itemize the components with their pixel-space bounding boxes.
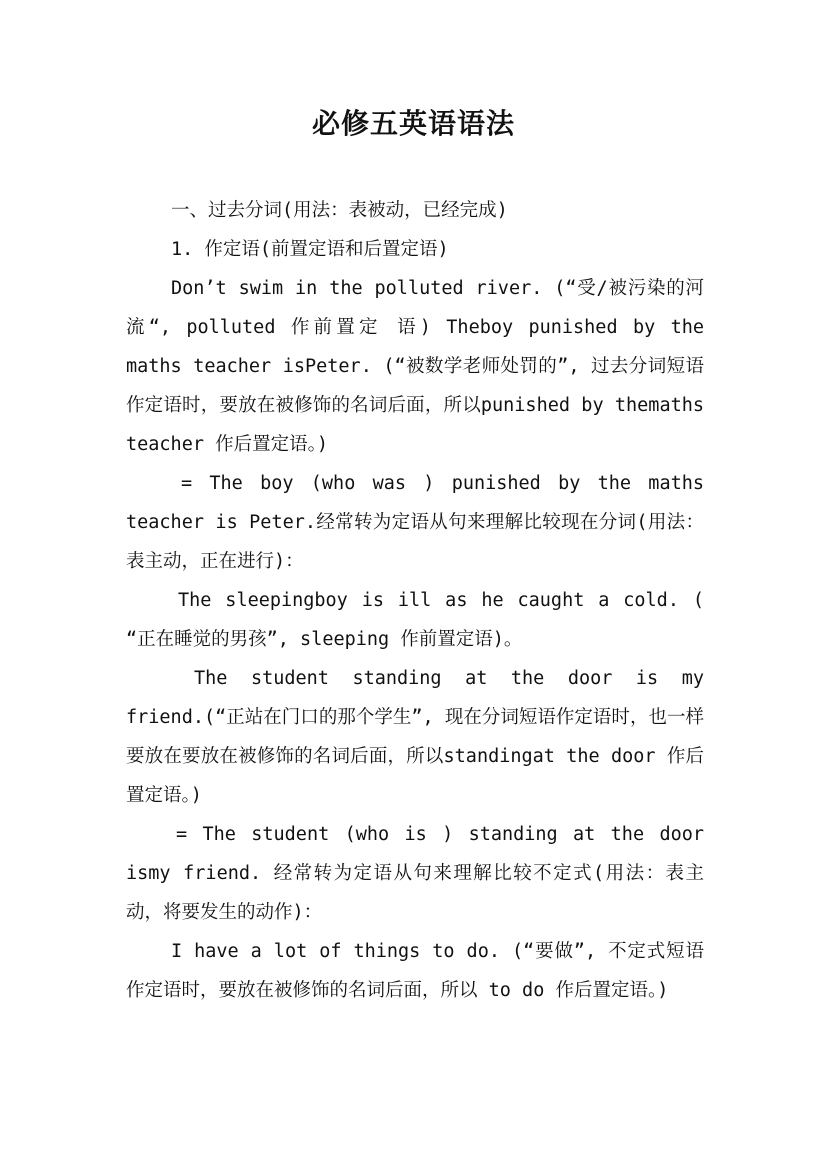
- paragraph-example-standing: The student standing at the door is my friend.(“正站在门口的那个学生”, 现在分词短语作定语时，也一样要放在要放在被修饰的名词后面，所以standingat the door 作后置定语。): [126, 668, 704, 806]
- paragraph-example-to-do: I have a lot of things to do. (“要做”, 不定式短语作定语时，要放在被修饰的名词后面，所以 to do 作后置定语。): [126, 941, 704, 1001]
- paragraph-example-polluted: Don’t swim in the polluted river. (“受/被污染的河流“, polluted 作前置定 语) Theboy punished by the maths teacher isPeter. (“被数学老师处罚的”, 过去分词短语作定语时，要放在被修饰的名词后面，所以punished by themaths teacher 作后置定语。): [126, 278, 704, 455]
- section-heading: 一、过去分词(用法：表被动，已经完成): [171, 200, 508, 221]
- paragraph-equivalent-student: = The student (who is ) standing at the door ismy friend. 经常转为定语从句来理解比较不定式(用法：表主动，将要发生的动作)：: [126, 824, 704, 923]
- document-body: [126, 191, 704, 1010]
- paragraph-equivalent-boy: = The boy (who was ) punished by the maths teacher is Peter.经常转为定语从句来理解比较现在分词(用法：表主动，正在进行)：: [126, 473, 704, 572]
- paragraph-example-sleeping: The sleepingboy is ill as he caught a cold. ( “正在睡觉的男孩”, sleeping 作前置定语)。: [126, 590, 704, 650]
- subsection-heading: 1. 作定语(前置定语和后置定语): [171, 239, 449, 260]
- document-title: 必修五英语语法: [311, 107, 515, 140]
